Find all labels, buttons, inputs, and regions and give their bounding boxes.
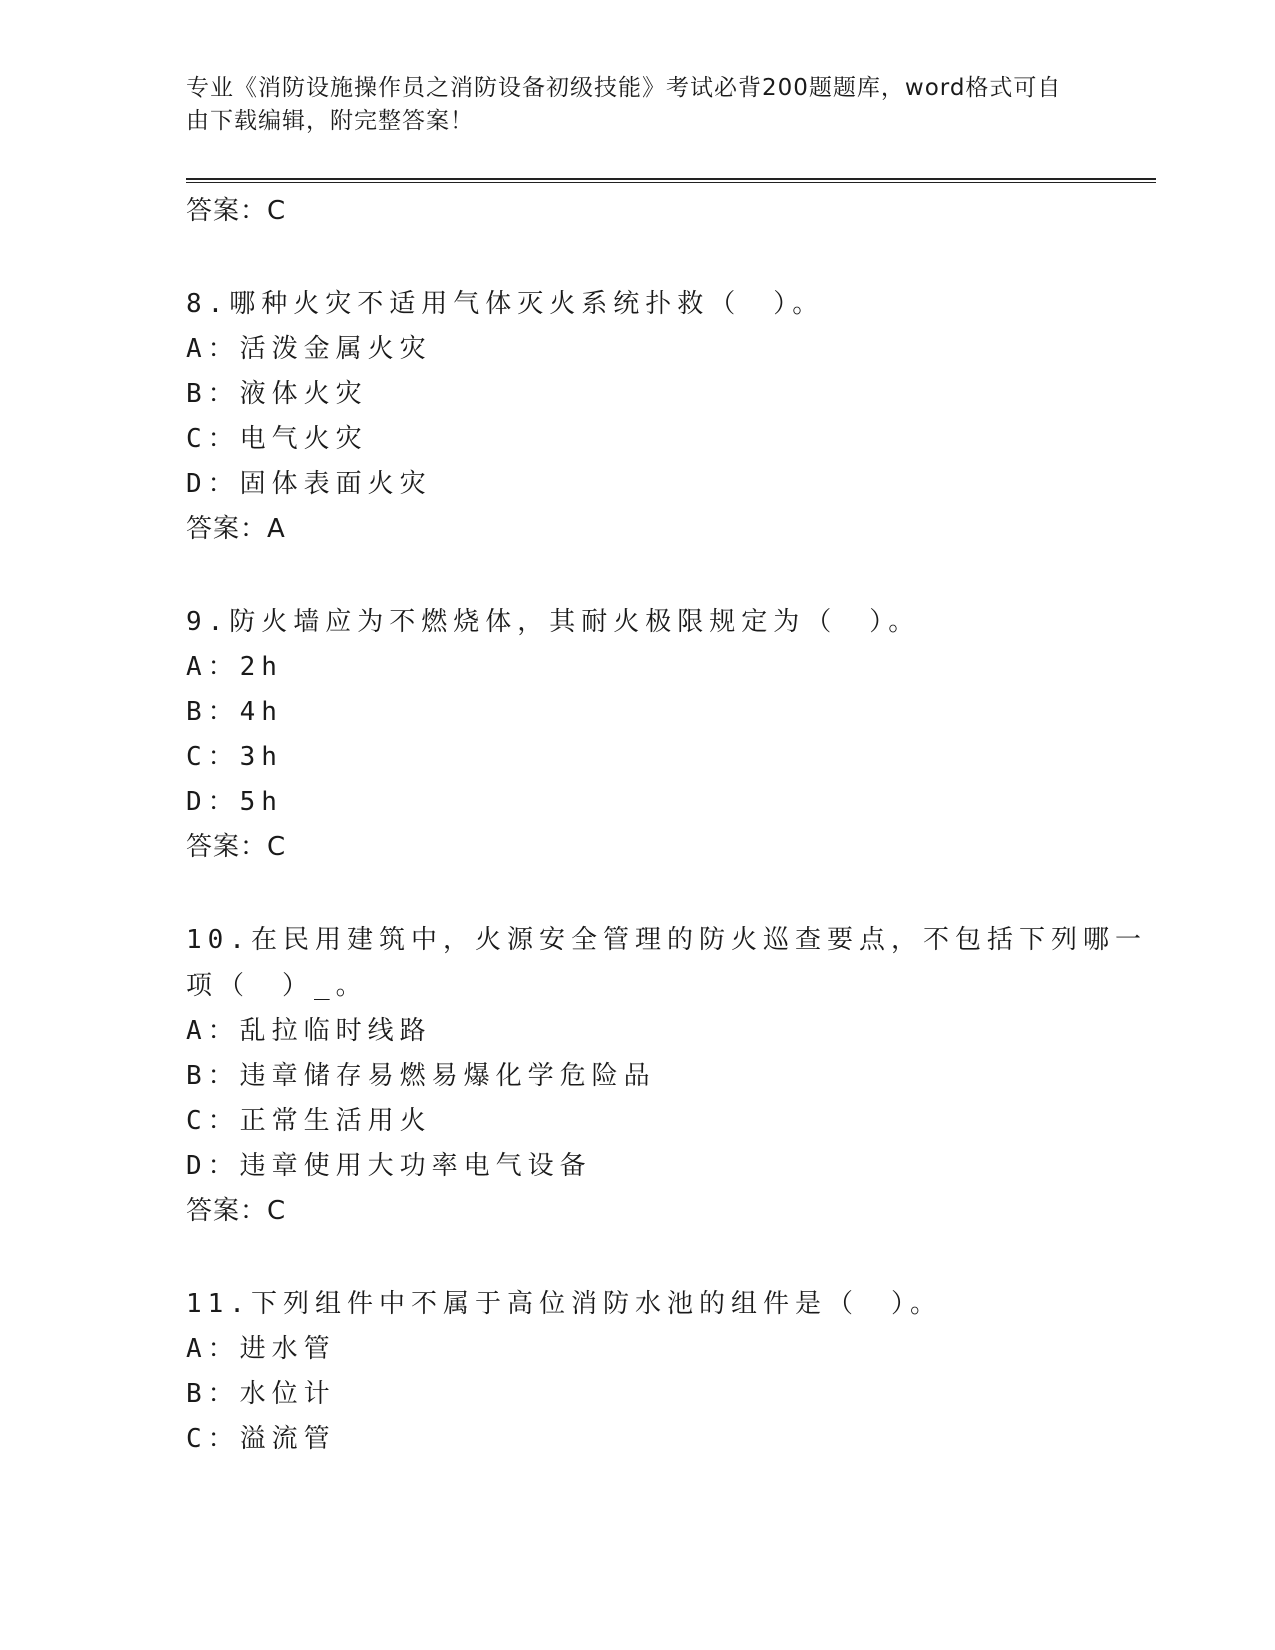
answer-line: 答案：A (186, 514, 286, 544)
option-d: D：5h (186, 787, 283, 817)
option-a: A：活泼金属火灾 (186, 334, 432, 364)
question-block-11 (186, 1281, 1156, 1462)
answer-line: 答案：C (186, 1196, 287, 1226)
question-block-9 (186, 599, 1156, 917)
document-header-text: 专业《消防设施操作员之消防设备初级技能》考试必背200题题库，word格式可自由下载编辑，附完整答案！ (186, 75, 1062, 134)
option-b: B：液体火灾 (186, 379, 368, 409)
answer-line: 答案：C (186, 832, 287, 862)
question-text: 9.防火墙应为不燃烧体，其耐火极限规定为（ ）。 (186, 607, 921, 637)
option-d: D：固体表面火灾 (186, 469, 432, 499)
option-a: A：进水管 (186, 1334, 336, 1364)
question-block-8 (186, 281, 1156, 599)
option-c: C：3h (186, 742, 283, 772)
header-divider (186, 178, 1156, 183)
spacer (186, 869, 1156, 917)
question-text: 11.下列组件中不属于高位消防水池的组件是（ ）。 (186, 1289, 942, 1319)
option-a: A：2h (186, 652, 283, 682)
answer-line: 答案：C (186, 196, 287, 226)
option-a: A：乱拉临时线路 (186, 1016, 432, 1046)
question-text: 8.哪种火灾不适用气体灭火系统扑救（ ）。 (186, 289, 825, 319)
option-b: B：水位计 (186, 1379, 336, 1409)
option-c: C：正常生活用火 (186, 1106, 432, 1136)
question-text: 10.在民用建筑中，火源安全管理的防火巡查要点，不包括下列哪一项（ ）_。 (186, 925, 1147, 1001)
spacer (186, 233, 1156, 281)
option-b: B：4h (186, 697, 283, 727)
option-d: D：违章使用大功率电气设备 (186, 1151, 592, 1181)
option-c: C：电气火灾 (186, 424, 368, 454)
question-list (186, 189, 1156, 1462)
option-b: B：违章储存易燃易爆化学危险品 (186, 1061, 656, 1091)
spacer (186, 551, 1156, 599)
document-page (186, 0, 1156, 1650)
option-c: C：溢流管 (186, 1424, 336, 1454)
question-block-10 (186, 917, 1156, 1281)
spacer (186, 1233, 1156, 1281)
